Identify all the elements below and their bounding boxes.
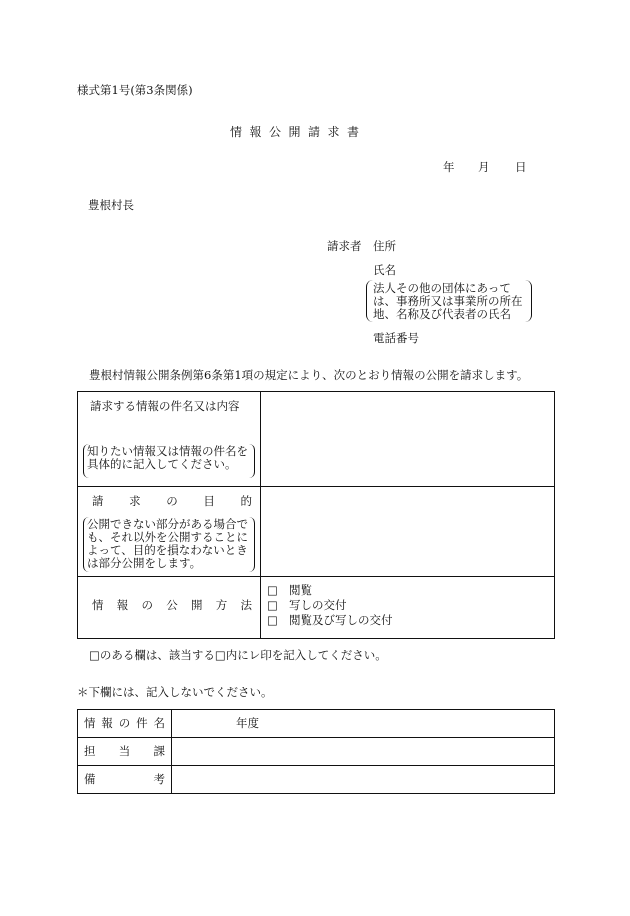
- request-statement: 豊根村情報公開条例第6条第1項の規定により、次のとおり情報の公開を請求します。: [89, 368, 529, 382]
- method-option-copy[interactable]: [267, 598, 554, 613]
- purpose-label: [92, 495, 252, 508]
- label-char: 当: [118, 743, 131, 758]
- request-table: [77, 391, 555, 639]
- requester-label: 請求者: [327, 239, 362, 253]
- label-char: 担: [84, 743, 96, 758]
- date-year-label: 年: [443, 160, 455, 174]
- label-char: 課: [153, 743, 165, 758]
- office-use-table: [77, 709, 555, 794]
- office-row-value: [172, 738, 555, 766]
- checkbox[interactable]: □: [267, 583, 278, 597]
- method-option-label: 閲覧: [289, 583, 312, 597]
- addressee: 豊根村長: [88, 198, 134, 212]
- method-label-char: 開: [191, 598, 203, 612]
- office-row-label: [78, 738, 172, 766]
- method-option-both[interactable]: [267, 613, 554, 628]
- method-option-label: 閲覧及び写しの交付: [289, 613, 393, 627]
- info-name-field[interactable]: [261, 392, 555, 487]
- date-line: [443, 161, 527, 174]
- method-label-cell: [78, 577, 261, 639]
- office-use-note: ＊下欄には、記入しないでください。: [77, 685, 273, 699]
- method-label: [92, 599, 252, 612]
- method-label-char: の: [141, 598, 153, 612]
- name-label: 氏名: [373, 263, 396, 277]
- method-label-char: 法: [240, 598, 252, 612]
- purpose-label-char: 求: [129, 494, 141, 508]
- checkbox[interactable]: □: [267, 613, 278, 627]
- purpose-field[interactable]: [261, 487, 555, 577]
- label-char: 名: [153, 715, 165, 730]
- method-label-char: 方: [215, 598, 228, 612]
- page-title: 情報公開請求書: [230, 125, 367, 139]
- info-name-note: 知りたい情報又は情報の件名を具体的に記入してください。: [83, 444, 255, 478]
- method-label-char: 公: [166, 598, 178, 612]
- label-char: 考: [153, 771, 165, 786]
- method-label-char: 報: [116, 598, 129, 612]
- method-option-label: 写しの交付: [289, 598, 347, 612]
- date-month-label: 月: [478, 160, 490, 174]
- method-option-view[interactable]: [267, 583, 554, 598]
- purpose-label-char: の: [166, 494, 178, 508]
- office-row-label: [78, 766, 172, 794]
- purpose-label-char: 請: [92, 494, 104, 508]
- purpose-label-char: 的: [240, 494, 252, 508]
- info-name-label-cell: [78, 392, 261, 487]
- label-char: 情: [84, 715, 96, 730]
- organization-note: 法人その他の団体にあっては、事務所又は事業所の所在地、名称及び代表者の氏名: [366, 280, 532, 322]
- method-label-char: 情: [92, 598, 104, 612]
- phone-label: 電話番号: [373, 331, 419, 345]
- checkbox[interactable]: □: [267, 598, 278, 612]
- office-row-value: [172, 710, 555, 738]
- form-number: 様式第1号(第3条関係): [77, 83, 193, 97]
- label-char: の: [118, 715, 131, 730]
- purpose-note: 公開できない部分がある場合でも、それ以外を公開することによって、目的を損なわないときは部分公開をします。: [83, 517, 255, 572]
- purpose-label-cell: [78, 487, 261, 577]
- checkbox-instruction: □のある欄は、該当する□内にレ印を記入してください。: [89, 648, 387, 662]
- fiscal-year-label: 年度: [236, 715, 259, 730]
- label-char: 件: [136, 715, 148, 730]
- info-name-label: 請求する情報の件名又は内容: [90, 399, 240, 413]
- method-options: [261, 577, 555, 639]
- label-char: 報: [101, 715, 113, 730]
- address-label: 住所: [373, 239, 396, 253]
- date-day-label: 日: [515, 160, 527, 174]
- office-row-value: [172, 766, 555, 794]
- office-row-label: [78, 710, 172, 738]
- label-char: 備: [84, 771, 96, 786]
- purpose-label-char: 目: [203, 494, 215, 508]
